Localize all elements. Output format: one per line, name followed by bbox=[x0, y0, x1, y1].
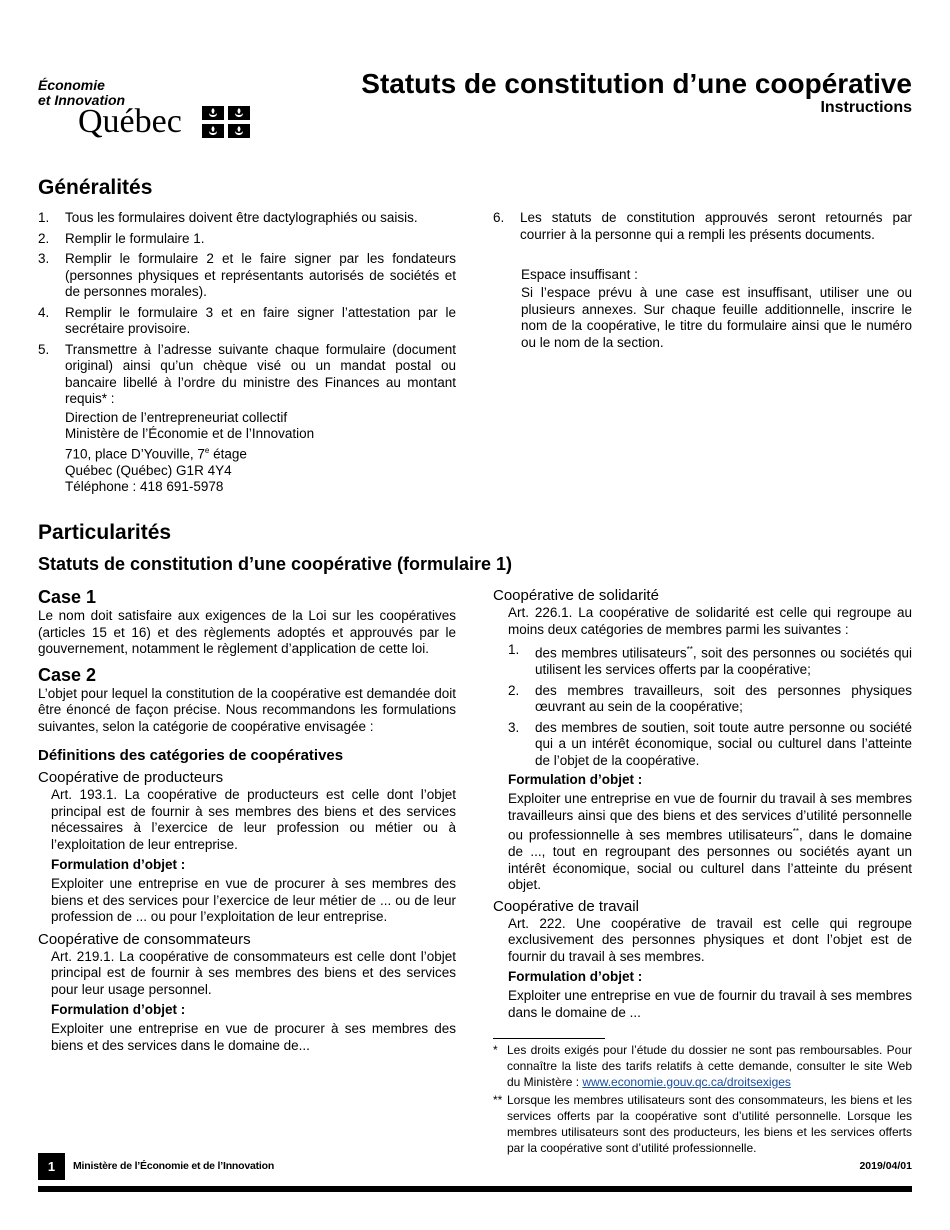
list-item: 6. Les statuts de constitution approuvés seront retournés par courrier à la personne qui a rempli les présents documents. bbox=[493, 210, 912, 242]
generalites-list-right bbox=[493, 210, 912, 351]
consommateurs-art: Art. 219.1. La coopérative de consommateurs est celle dont l’objet principal est de fournir à ses membres des biens et des services pour leur usage personnel. bbox=[51, 948, 456, 997]
quebec-logo bbox=[38, 78, 258, 148]
travail-block bbox=[493, 916, 912, 1022]
solidarite-formulation-text: Exploiter une entreprise en vue de fournir du travail à ses membres travailleurs ainsi que des biens et des services d’utilité personnelle ou professionnelle à ses membres utilisateurs**, dans le domaine de ..., tout en regroupant des personnes ou sociétés ayant un intérêt économique, social ou culturel dans l’atteinte du présent objet. bbox=[508, 791, 912, 892]
list-item: 2. Remplir le formulaire 1. bbox=[38, 230, 205, 246]
espace-text: Si l’espace prévu à une case est insuffisant, utiliser une ou plusieurs annexes. Sur chaque feuille additionnelle, inscrire le nom de la coopérative, le titre du formulaire ainsi que le numéro ou le nom de la section. bbox=[521, 285, 912, 350]
logo-line-2: et Innovation bbox=[38, 92, 126, 108]
solidarite-art: Art. 226.1. La coopérative de solidarité est celle qui regroupe au moins deux catégories de membres parmi les suivantes : bbox=[508, 605, 912, 637]
document-title: Statuts de constitution d’une coopérative bbox=[361, 68, 912, 99]
page-number: 1 bbox=[38, 1153, 65, 1180]
solidarite-block bbox=[493, 605, 912, 894]
consommateurs-formulation-text: Exploiter une entreprise en vue de procurer à ses membres des biens et des services dans le domaine de... bbox=[51, 1021, 456, 1053]
producteurs-formulation-heading: Formulation d’objet : bbox=[51, 857, 186, 872]
right-column bbox=[493, 586, 912, 1021]
left-column bbox=[38, 586, 456, 1054]
mailing-address: Direction de l’entrepreneuriat collectif Ministère de l’Économie et de l’Innovation 710, place D’Youville, 7e étage Québec (Québec) G1R 4Y4 Téléphone : 418 691-5978 bbox=[65, 409, 315, 494]
logo-line-1: Économie bbox=[38, 77, 105, 93]
solidarite-formulation-heading: Formulation d’objet : bbox=[508, 772, 643, 787]
droits-exiges-link[interactable]: www.economie.gouv.qc.ca/droitsexiges bbox=[582, 1074, 791, 1089]
travail-art: Art. 222. Une coopérative de travail est celle qui regroupe exclusivement des personnes physiques et dont l’objet est de fournir du travail à ses membres. bbox=[508, 915, 912, 964]
footnote-divider bbox=[493, 1038, 605, 1039]
footer-ministry: Ministère de l’Économie et de l’Innovation bbox=[73, 1160, 275, 1172]
producteurs-formulation-text: Exploiter une entreprise en vue de procurer à ses membres des biens et des services pour l’exercice de leur métier de ... ou de leur profession de ... ou pour l’exploitation de leur entreprise. bbox=[51, 876, 456, 924]
generalites-list bbox=[38, 210, 456, 408]
consommateurs-block bbox=[38, 949, 456, 1055]
footnote-2: ** Lorsque les membres utilisateurs sont des consommateurs, les biens et les services offerts par la coopérative sont d’utilité personnelle. Lorsque les membres utilisateurs sont des producteurs, les biens et les services offerts par la coopérative sont d’utilité professionnelle. bbox=[493, 1093, 912, 1155]
consommateurs-heading: Coopérative de consommateurs bbox=[38, 930, 251, 948]
travail-formulation-heading: Formulation d’objet : bbox=[508, 969, 643, 984]
fleurdelise-flag-icon bbox=[202, 106, 252, 140]
case1-heading: Case 1 bbox=[38, 587, 97, 607]
definitions-heading: Définitions des catégories de coopératives bbox=[38, 747, 344, 764]
consommateurs-formulation-heading: Formulation d’objet : bbox=[51, 1002, 186, 1017]
espace-heading: Espace insuffisant : bbox=[521, 267, 638, 282]
list-item: 2. des membres travailleurs, soit des personnes physiques œuvrant au sein de la coopérative; bbox=[508, 682, 912, 714]
footer-rule bbox=[38, 1186, 912, 1192]
espace-insuffisant bbox=[493, 266, 912, 351]
producteurs-art: Art. 193.1. La coopérative de producteurs est celle dont l’objet principal est de fournir à ses membres des biens et des services nécessaires à l’exercice de leur profession ou métier ou à l’exploitation de leur entreprise. bbox=[51, 787, 456, 852]
generalites-heading: Généralités bbox=[38, 176, 153, 199]
formulaire1-heading: Statuts de constitution d’une coopérative (formulaire 1) bbox=[38, 554, 513, 574]
generalites-list-left bbox=[38, 210, 456, 496]
case2-text: L’objet pour lequel la constitution de la coopérative est demandée doit être énoncé de façon précise. Nous recommandons les formulations suivantes, selon la catégorie de coopérative envisagée : bbox=[38, 685, 456, 734]
producteurs-block bbox=[38, 787, 456, 926]
list-item: 4. Remplir le formulaire 3 et en faire signer l’attestation par le secrétaire provisoire. bbox=[38, 304, 456, 336]
logo-wordmark: Québec bbox=[78, 103, 182, 140]
case2-heading: Case 2 bbox=[38, 664, 97, 685]
footnote-1: * Les droits exigés pour l’étude du dossier ne sont pas remboursables. Pour connaître la liste des tarifs relatifs à cette demande, consulter le site Web du Ministère : www.economie.gouv.qc.ca/droitsexiges bbox=[493, 1043, 912, 1089]
list-item: 1. Tous les formulaires doivent être dactylographiés ou saisis. bbox=[38, 210, 418, 225]
footer-date: 2019/04/01 bbox=[859, 1160, 912, 1172]
travail-formulation-text: Exploiter une entreprise en vue de fournir du travail à ses membres dans le domaine de ... bbox=[508, 988, 912, 1020]
list-item: 3. des membres de soutien, soit toute autre personne ou société qui a un intérêt économique, social ou culturel dans l’atteinte de l’objet de la coopérative. bbox=[508, 719, 912, 768]
particularites-heading: Particularités bbox=[38, 521, 172, 544]
solidarite-list bbox=[508, 642, 912, 769]
case1-text: Le nom doit satisfaire aux exigences de la Loi sur les coopératives (articles 15 et 16) et des règlements adoptés et approuvés par le gouvernement, notamment le règlement d’application de cette loi. bbox=[38, 608, 456, 656]
producteurs-heading: Coopérative de producteurs bbox=[38, 769, 224, 786]
footnotes bbox=[493, 1043, 912, 1157]
list-item: 3. Remplir le formulaire 2 et le faire signer par les fondateurs (personnes physiques et représentants autorisés de sociétés et de personnes morales). bbox=[38, 251, 456, 299]
list-item: 1. des membres utilisateurs**, soit des personnes ou sociétés qui utilisent les services offerts par la coopérative; bbox=[508, 642, 912, 677]
solidarite-heading: Coopérative de solidarité bbox=[493, 587, 659, 604]
document-subtitle: Instructions bbox=[820, 99, 912, 116]
list-item: 5. Transmettre à l’adresse suivante chaque formulaire (document original) ainsi qu’un chèque visé ou un mandat postal ou bancaire libellé à l’ordre du ministre des Finances au montant requis* : bbox=[38, 341, 456, 406]
travail-heading: Coopérative de travail bbox=[493, 897, 639, 915]
